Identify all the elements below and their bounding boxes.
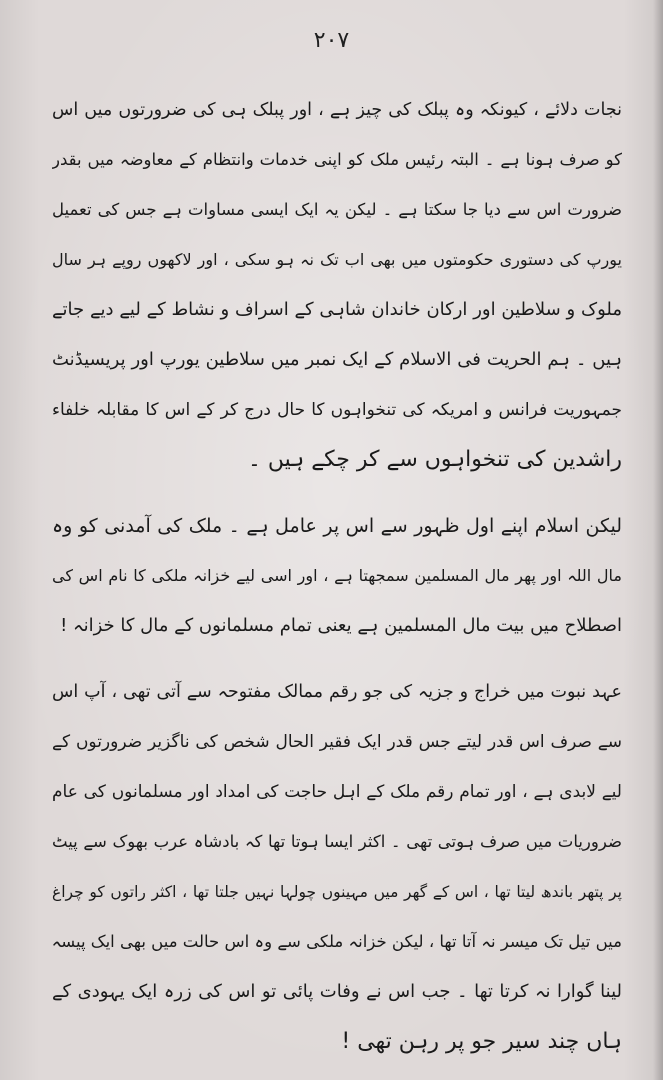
text-line: پر پتھر باندھ لیتا تھا ، اس کے گھر میں مہینوں چولہا نہیں جلتا تھا ، اکثر راتوں کو چراغ — [52, 883, 622, 901]
text-line: ملوک و سلاطین اور ارکان خاندان شاہی کے اسراف و نشاط کے لیے دیے جاتے — [52, 299, 622, 320]
text-line: مال اللہ اور پھر مال المسلمین سمجھتا ہے ، اور اسی لیے خزانہ ملکی کا نام اس کی — [52, 566, 622, 585]
text-line: جمہوریت فرانس و امریکہ کی تنخواہوں کا حال درج کر کے اس کا مقابلہ خلفاء — [52, 400, 622, 420]
text-line: عہد نبوت میں خراج و جزیہ کی جو رقم ممالک مفتوحہ سے آتی تھی ، آپ اس — [52, 682, 622, 702]
paragraph-gap — [52, 651, 622, 667]
text-line: ضروریات میں صرف ہوتی تھی ۔ اکثر ایسا ہوتا تھا کہ بادشاہ عرب بھوک سے پیٹ — [52, 832, 622, 851]
page-edge-shadow — [653, 0, 663, 1080]
body-text — [52, 85, 622, 1067]
text-line: لیے لابدی ہے ، اور تمام رقم ملک کے اہل حاجت کی امداد اور مسلمانوں کی عام — [52, 782, 622, 802]
text-line: لینا گوارا نہ کرتا تھا ۔ جب اس نے وفات پائی تو اس کی زرہ ایک یہودی کے — [52, 981, 622, 1002]
text-line: میں تیل تک میسر نہ آتا تھا ، لیکن خزانہ ملکی سے وہ اس حالت میں بھی ایک پیسہ — [52, 932, 622, 951]
text-line: راشدین کی تنخواہوں سے کر چکے ہیں ۔ — [248, 447, 622, 472]
text-line: ہیں ۔ ہم الحریت فی الاسلام کے ایک نمبر میں سلاطین یورپ اور پریسیڈنٹ — [52, 349, 622, 370]
text-line: اصطلاح میں بیت مال المسلمین ہے یعنی تمام مسلمانوں کے مال کا خزانہ ! — [60, 615, 622, 636]
text-line: یورپ کی دستوری حکومتوں میں بھی اب تک نہ ہو سکی ، اور لاکھوں روپے ہر سال — [52, 250, 622, 269]
page-number: ۲۰۷ — [313, 28, 350, 53]
paragraph-gap — [52, 485, 622, 501]
text-line: کو صرف ہونا ہے ۔ البتہ رئیس ملک کو اپنی خدمات وانتظام کے معاوضہ میں بقدر — [52, 150, 622, 169]
text-line: ضرورت اس سے دیا جا سکتا ہے ۔ لیکن یہ ایک ایسی مساوات ہے جس کی تعمیل — [52, 200, 622, 219]
text-line: لیکن اسلام اپنے اول ظہور سے اس پر عامل ہے ۔ ملک کی آمدنی کو وہ — [52, 515, 622, 537]
text-line: ہاں چند سیر جو پر رہن تھی ! — [341, 1029, 622, 1054]
text-line: سے صرف اس قدر لیتے جس قدر ایک فقیر الحال شخص کی ناگزیر ضرورتوں کے — [52, 732, 622, 752]
text-line: نجات دلائے ، کیونکہ وہ پبلک کی چیز ہے ، اور پبلک ہی کی ضرورتوں میں اس — [52, 100, 622, 120]
